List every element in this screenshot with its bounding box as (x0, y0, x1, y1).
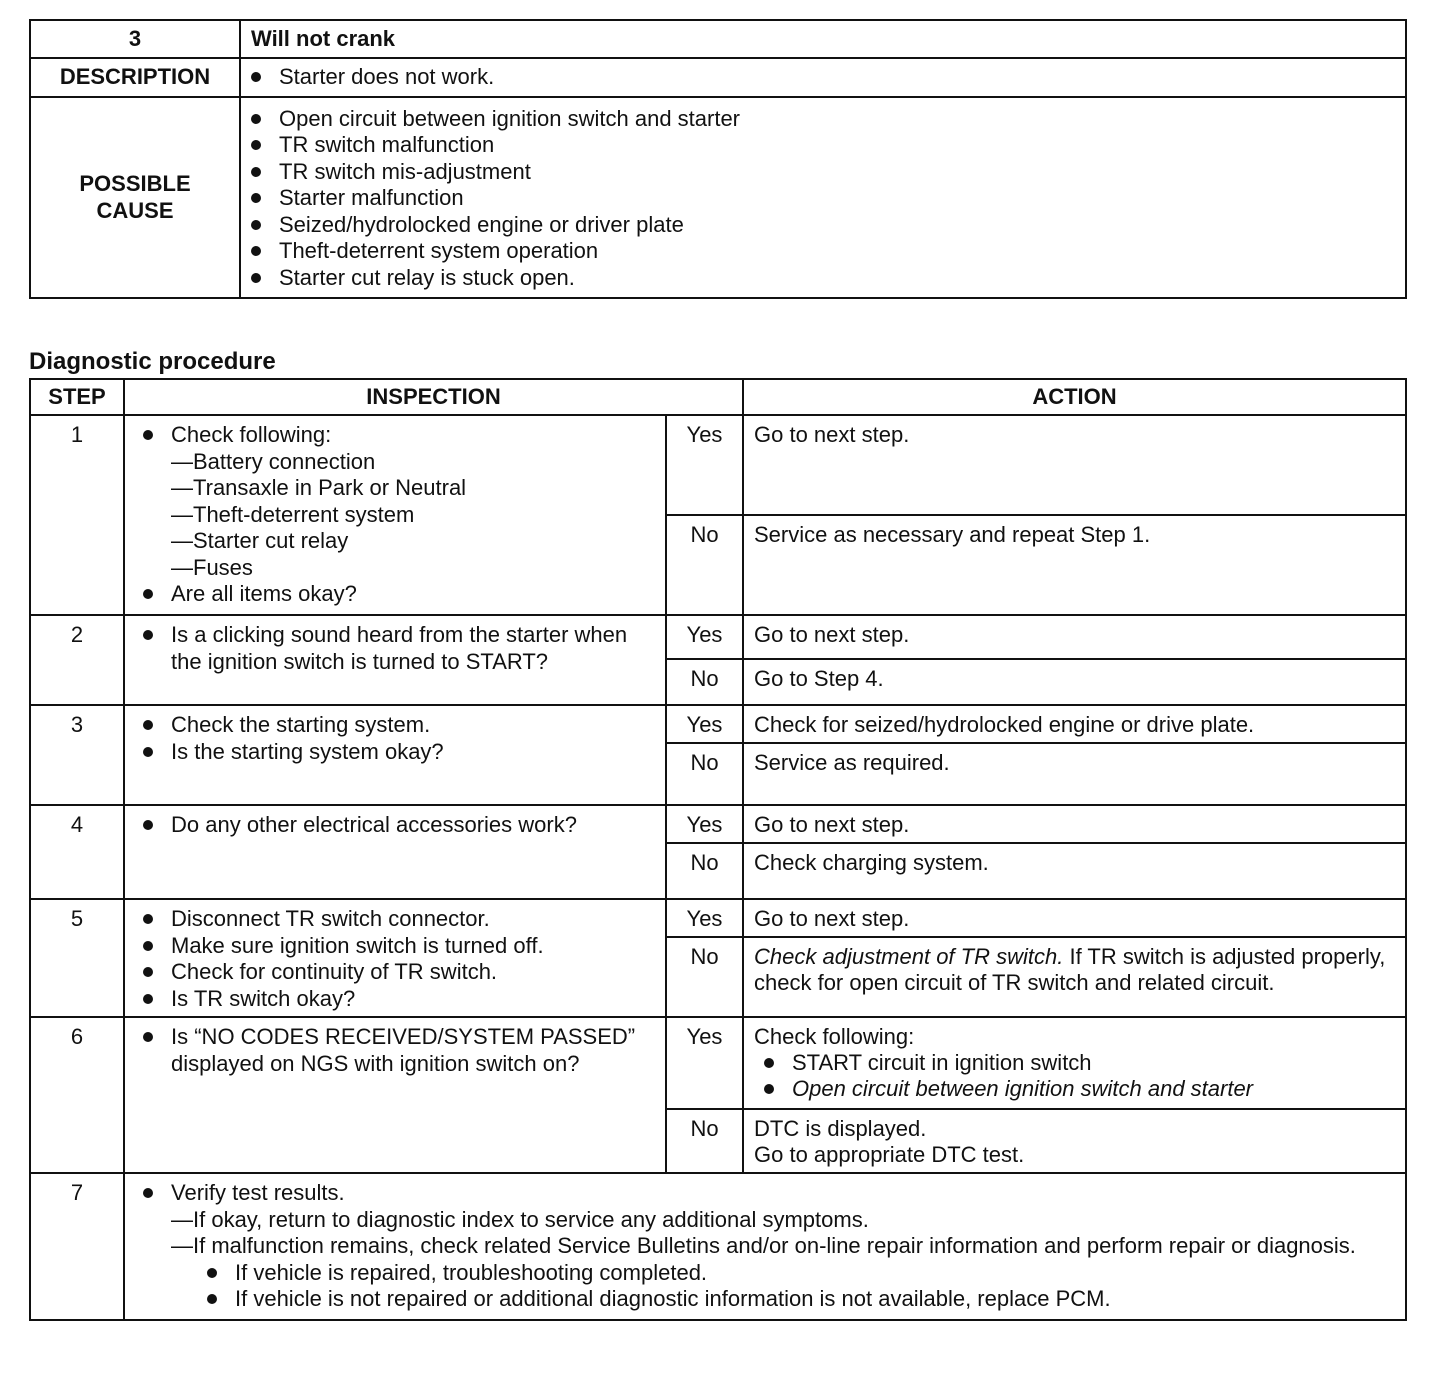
yes-label: Yes (666, 415, 743, 515)
inspection-item: Verify test results. (133, 1180, 1397, 1207)
header-step: STEP (30, 379, 124, 415)
no-action: Check charging system. (743, 843, 1406, 899)
description-list (241, 64, 1395, 91)
cause-item: Starter malfunction (241, 185, 1395, 212)
cause-item: Starter cut relay is stuck open. (241, 265, 1395, 292)
yes-label: Yes (666, 615, 743, 659)
sub-item: — Starter cut relay (171, 528, 657, 555)
step-number: 2 (30, 615, 124, 705)
step-3-yes-row (30, 705, 1406, 743)
no-label: No (666, 515, 743, 615)
sub-dot-item: If vehicle is not repaired or additional diagnostic information is not available, replace PCM. (171, 1286, 1397, 1313)
diagnostic-procedure-table (29, 378, 1407, 1321)
yes-label: Yes (666, 805, 743, 843)
no-action (743, 937, 1406, 1017)
cause-item: TR switch malfunction (241, 132, 1395, 159)
sub-item: — Fuses (171, 555, 657, 582)
service-manual-page (29, 19, 1407, 1321)
no-action: Service as required. (743, 743, 1406, 805)
no-label: No (666, 843, 743, 899)
sub-item: — If malfunction remains, check related Service Bulletins and/or on-line repair information and perform repair or diagnosis. (171, 1233, 1397, 1260)
sub-dot-item: If vehicle is repaired, troubleshooting completed. (171, 1260, 1397, 1287)
symptom-title: Will not crank (240, 20, 1406, 58)
sub-item: — If okay, return to diagnostic index to service any additional symptoms. (171, 1207, 1397, 1234)
step-number: 1 (30, 415, 124, 615)
inspection-item: Check for continuity of TR switch. (133, 959, 657, 986)
description-label: DESCRIPTION (30, 58, 240, 97)
header-action: ACTION (743, 379, 1406, 415)
step-inspection (124, 615, 666, 705)
inspection-item: Check following: (133, 422, 657, 449)
no-label: No (666, 1109, 743, 1173)
procedure-title: Diagnostic procedure (29, 348, 276, 375)
step-inspection (124, 1173, 1406, 1320)
step-inspection (124, 805, 666, 899)
no-action-line: Go to appropriate DTC test. (754, 1142, 1025, 1167)
inspection-item: Disconnect TR switch connector. (133, 906, 657, 933)
step-number: 4 (30, 805, 124, 899)
inspection-item: Is a clicking sound heard from the starter when the ignition switch is turned to START? (133, 622, 657, 675)
inspection-item: Are all items okay? (133, 581, 657, 608)
step-inspection (124, 705, 666, 805)
inspection-item: Check the starting system. (133, 712, 657, 739)
step-number: 7 (30, 1173, 124, 1320)
cause-item: Theft-deterrent system operation (241, 238, 1395, 265)
cause-item: Seized/hydrolocked engine or driver plate (241, 212, 1395, 239)
step-inspection (124, 1017, 666, 1173)
step-number: 6 (30, 1017, 124, 1173)
sub-item: — Battery connection (171, 449, 657, 476)
inspection-item: Do any other electrical accessories work? (133, 812, 657, 839)
step-6-yes-row (30, 1017, 1406, 1109)
no-action: Go to Step 4. (743, 659, 1406, 705)
description-item: Starter does not work. (241, 64, 1395, 91)
possible-cause-label: POSSIBLE CAUSE (79, 171, 191, 224)
inspection-item: Is the starting system okay? (133, 739, 657, 766)
yes-label: Yes (666, 899, 743, 937)
inspection-item: Is TR switch okay? (133, 986, 657, 1013)
no-label: No (666, 937, 743, 1017)
yes-action-text: Check following: (754, 1024, 915, 1049)
no-action: Service as necessary and repeat Step 1. (743, 515, 1406, 615)
symptom-table (29, 19, 1407, 299)
step-1-yes-row (30, 415, 1406, 515)
possible-cause-row (30, 97, 1406, 299)
step-5-yes-row (30, 899, 1406, 937)
yes-action-item: START circuit in ignition switch (754, 1050, 1395, 1076)
step-number: 3 (30, 705, 124, 805)
step-inspection (124, 415, 666, 615)
yes-action: Go to next step. (743, 615, 1406, 659)
no-action-line: DTC is displayed. (754, 1116, 927, 1141)
yes-action-item: Open circuit between ignition switch and starter (754, 1076, 1395, 1102)
no-action-italic: Check adjustment of TR switch. (754, 944, 1064, 969)
step-4-yes-row (30, 805, 1406, 843)
sub-item: — Transaxle in Park or Neutral (171, 475, 657, 502)
step-number: 5 (30, 899, 124, 1017)
no-label: No (666, 743, 743, 805)
no-action (743, 1109, 1406, 1173)
cause-item: Open circuit between ignition switch and starter (241, 106, 1395, 133)
yes-action: Go to next step. (743, 899, 1406, 937)
no-label: No (666, 659, 743, 705)
step-inspection (124, 899, 666, 1017)
cause-item: TR switch mis-adjustment (241, 159, 1395, 186)
no-action-rest: If TR switch is adjusted properly, check for open circuit of TR switch and related circuit. (754, 944, 1386, 995)
yes-action: Check for seized/hydrolocked engine or drive plate. (743, 705, 1406, 743)
possible-cause-list (241, 106, 1395, 292)
yes-action (743, 1017, 1406, 1109)
header-inspection: INSPECTION (124, 379, 743, 415)
yes-action: Go to next step. (743, 805, 1406, 843)
step-2-yes-row (30, 615, 1406, 659)
symptom-number: 3 (30, 20, 240, 58)
symptom-header-row (30, 20, 1406, 58)
description-row (30, 58, 1406, 97)
inspection-item: Make sure ignition switch is turned off. (133, 933, 657, 960)
yes-label: Yes (666, 705, 743, 743)
step-7-row (30, 1173, 1406, 1320)
yes-action: Go to next step. (743, 415, 1406, 515)
procedure-header-row (30, 379, 1406, 415)
inspection-item: Is “NO CODES RECEIVED/SYSTEM PASSED” displayed on NGS with ignition switch on? (133, 1024, 657, 1077)
sub-item: — Theft-deterrent system (171, 502, 657, 529)
yes-label: Yes (666, 1017, 743, 1109)
